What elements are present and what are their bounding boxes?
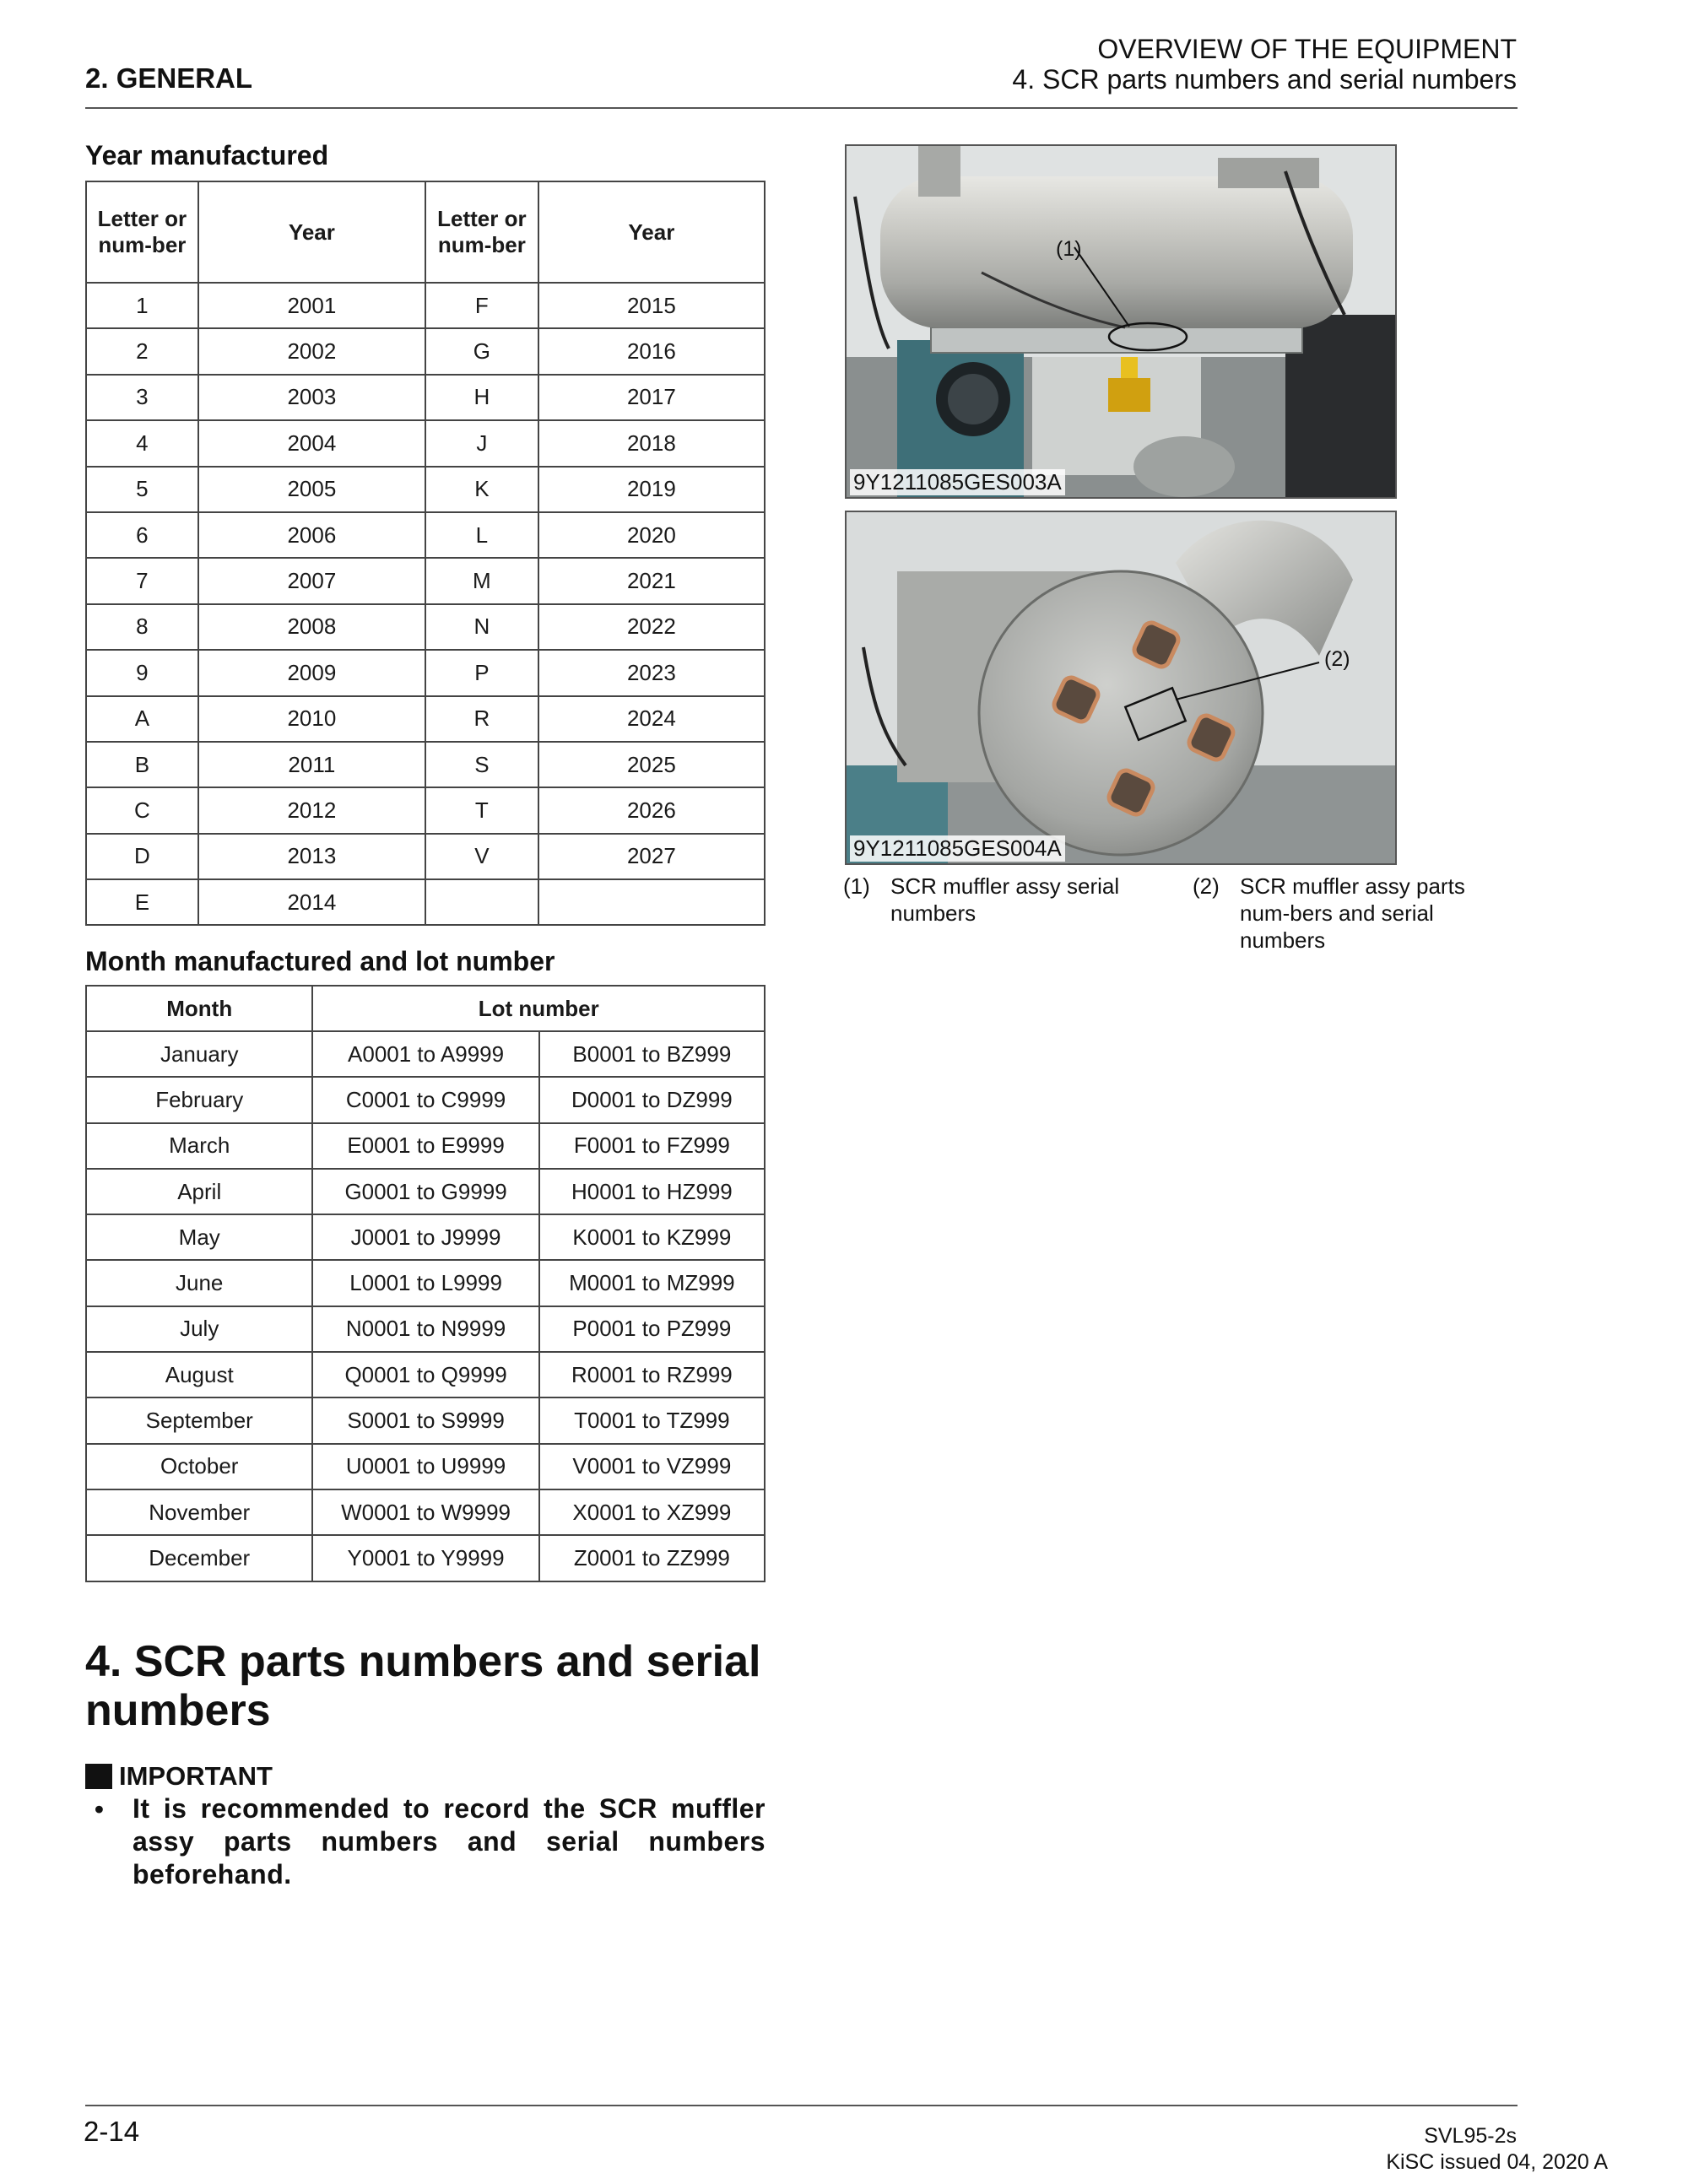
bullet-icon: •: [95, 1794, 104, 1824]
table-cell: C: [86, 787, 198, 833]
table-cell: U0001 to U9999: [312, 1444, 538, 1489]
table-cell: 2003: [198, 375, 425, 420]
table-header-row: [86, 986, 765, 1031]
table-cell: 2009: [198, 650, 425, 695]
table-cell: B0001 to BZ999: [539, 1031, 765, 1077]
table-row: [86, 1077, 765, 1122]
table-cell: July: [86, 1306, 312, 1352]
important-text: It is recommended to record the SCR muffler assy parts numbers and serial numbers beforehand.: [133, 1793, 766, 1889]
table-cell: L0001 to L9999: [312, 1260, 538, 1306]
table-cell: L: [425, 512, 538, 558]
table-cell: A: [86, 696, 198, 742]
table-cell: 2023: [538, 650, 765, 695]
important-square-icon: [85, 1764, 112, 1789]
table-cell: 2004: [198, 420, 425, 466]
table-cell: D: [86, 834, 198, 879]
photo-id: 9Y1211085GES004A: [850, 835, 1065, 862]
table-cell: X0001 to XZ999: [539, 1489, 765, 1535]
year-table-body: [86, 283, 765, 925]
important-label: IMPORTANT: [119, 1761, 273, 1791]
table-cell: F: [425, 283, 538, 328]
caption-number: (1): [843, 873, 870, 899]
table-cell: E0001 to E9999: [312, 1123, 538, 1169]
table-cell: V0001 to VZ999: [539, 1444, 765, 1489]
table-row: [86, 1444, 765, 1489]
table-cell: Y0001 to Y9999: [312, 1535, 538, 1581]
photo-scr-muffler-end: [845, 511, 1397, 865]
table-cell: J: [425, 420, 538, 466]
table-cell: 4: [86, 420, 198, 466]
table-cell: 2014: [198, 879, 425, 925]
table-cell: 3: [86, 375, 198, 420]
caption-text: SCR muffler assy serial numbers: [890, 873, 1120, 926]
important-heading: [85, 1761, 273, 1792]
caption-number: (2): [1193, 873, 1220, 899]
table-cell: 2017: [538, 375, 765, 420]
table-row: [86, 879, 765, 925]
table-cell: N0001 to N9999: [312, 1306, 538, 1352]
table-cell: 2005: [198, 467, 425, 512]
table-cell: 2002: [198, 328, 425, 374]
month-table-body: [86, 1031, 765, 1581]
chapter-heading: [1012, 34, 1517, 95]
table-cell: December: [86, 1535, 312, 1581]
table-cell: N: [425, 604, 538, 650]
table-cell: 2021: [538, 558, 765, 603]
table-cell: R0001 to RZ999: [539, 1352, 765, 1397]
table-cell: C0001 to C9999: [312, 1077, 538, 1122]
table-cell: J0001 to J9999: [312, 1214, 538, 1260]
table-cell: 7: [86, 558, 198, 603]
table-cell: M0001 to MZ999: [539, 1260, 765, 1306]
table-cell: November: [86, 1489, 312, 1535]
table-cell: D0001 to DZ999: [539, 1077, 765, 1122]
year-table: [85, 181, 766, 926]
table-cell: K: [425, 467, 538, 512]
table-row: [86, 1031, 765, 1077]
table-cell: 2008: [198, 604, 425, 650]
photo-id: 9Y1211085GES003A: [850, 469, 1065, 495]
section-heading: 2. GENERAL: [85, 62, 253, 94]
column-header: Letter or num-ber: [86, 181, 198, 283]
photo-illustration: [847, 512, 1395, 863]
table-row: [86, 696, 765, 742]
chapter-title: OVERVIEW OF THE EQUIPMENT: [1097, 34, 1517, 64]
column-header: Lot number: [312, 986, 765, 1031]
table-cell: V: [425, 834, 538, 879]
table-row: [86, 834, 765, 879]
table-cell: March: [86, 1123, 312, 1169]
table-header-row: [86, 181, 765, 283]
table-cell: 6: [86, 512, 198, 558]
table-row: [86, 283, 765, 328]
table-row: [86, 1260, 765, 1306]
column-header: Letter or num-ber: [425, 181, 538, 283]
table-cell: H: [425, 375, 538, 420]
footer-divider: [85, 2105, 1518, 2106]
table-cell: 2007: [198, 558, 425, 603]
callout-label: (1): [1056, 237, 1082, 261]
table-row: [86, 1169, 765, 1214]
table-cell: 1: [86, 283, 198, 328]
table-cell: January: [86, 1031, 312, 1077]
table-cell: May: [86, 1214, 312, 1260]
table-cell: P: [425, 650, 538, 695]
month-lot-table: [85, 985, 766, 1582]
table-cell: A0001 to A9999: [312, 1031, 538, 1077]
table-cell: 2: [86, 328, 198, 374]
table-cell: 2026: [538, 787, 765, 833]
table-row: [86, 1123, 765, 1169]
model-name: SVL95-2s: [1424, 2124, 1517, 2148]
table-cell: 2010: [198, 696, 425, 742]
table-cell: 8: [86, 604, 198, 650]
table-cell: 2025: [538, 742, 765, 787]
table-row: [86, 467, 765, 512]
table-cell: F0001 to FZ999: [539, 1123, 765, 1169]
table-cell: R: [425, 696, 538, 742]
photo-illustration: [847, 146, 1395, 497]
table-cell: 2011: [198, 742, 425, 787]
table-row: [86, 787, 765, 833]
table-cell: B: [86, 742, 198, 787]
table-cell: E: [86, 879, 198, 925]
table-row: [86, 512, 765, 558]
table-cell: 2012: [198, 787, 425, 833]
table-cell: September: [86, 1397, 312, 1443]
table-cell: T0001 to TZ999: [539, 1397, 765, 1443]
column-header: Year: [198, 181, 425, 283]
table-cell: 2019: [538, 467, 765, 512]
table-cell: February: [86, 1077, 312, 1122]
table-cell: June: [86, 1260, 312, 1306]
table-cell: 2022: [538, 604, 765, 650]
table-row: [86, 420, 765, 466]
table-cell: October: [86, 1444, 312, 1489]
table-cell: 2024: [538, 696, 765, 742]
subchapter-title: 4. SCR parts numbers and serial numbers: [1012, 64, 1517, 95]
table-cell: Z0001 to ZZ999: [539, 1535, 765, 1581]
issue-info: KiSC issued 04, 2020 A: [1386, 2150, 1608, 2174]
callout-label: (2): [1324, 647, 1350, 671]
photo-scr-muffler-top: [845, 144, 1397, 499]
table-cell: T: [425, 787, 538, 833]
table-cell: [425, 879, 538, 925]
table-cell: April: [86, 1169, 312, 1214]
table-cell: 5: [86, 467, 198, 512]
table-cell: G: [425, 328, 538, 374]
table-row: [86, 604, 765, 650]
column-header: Year: [538, 181, 765, 283]
column-header: Month: [86, 986, 312, 1031]
table-row: [86, 558, 765, 603]
header-divider: [85, 107, 1518, 109]
table-cell: S: [425, 742, 538, 787]
table-row: [86, 328, 765, 374]
table-cell: M: [425, 558, 538, 603]
table-cell: 2027: [538, 834, 765, 879]
table-row: [86, 1397, 765, 1443]
page-number: 2-14: [84, 2116, 140, 2147]
table-cell: 2018: [538, 420, 765, 466]
table-cell: 2016: [538, 328, 765, 374]
table-cell: H0001 to HZ999: [539, 1169, 765, 1214]
table-cell: 2020: [538, 512, 765, 558]
table-row: [86, 650, 765, 695]
table-cell: 2015: [538, 283, 765, 328]
table-row: [86, 1306, 765, 1352]
table-row: [86, 742, 765, 787]
month-table-title: Month manufactured and lot number: [85, 946, 555, 976]
table-cell: 9: [86, 650, 198, 695]
table-cell: [538, 879, 765, 925]
table-cell: Q0001 to Q9999: [312, 1352, 538, 1397]
table-cell: W0001 to W9999: [312, 1489, 538, 1535]
table-row: [86, 375, 765, 420]
table-row: [86, 1489, 765, 1535]
table-cell: K0001 to KZ999: [539, 1214, 765, 1260]
table-row: [86, 1535, 765, 1581]
table-cell: P0001 to PZ999: [539, 1306, 765, 1352]
section-title: 4. SCR parts numbers and serial numbers: [85, 1637, 761, 1735]
table-cell: S0001 to S9999: [312, 1397, 538, 1443]
table-row: [86, 1352, 765, 1397]
caption-text: SCR muffler assy parts num-bers and serial numbers: [1240, 873, 1465, 953]
table-cell: 2006: [198, 512, 425, 558]
table-cell: August: [86, 1352, 312, 1397]
year-table-title: Year manufactured: [85, 140, 329, 170]
table-cell: 2013: [198, 834, 425, 879]
table-row: [86, 1214, 765, 1260]
table-cell: G0001 to G9999: [312, 1169, 538, 1214]
table-cell: 2001: [198, 283, 425, 328]
